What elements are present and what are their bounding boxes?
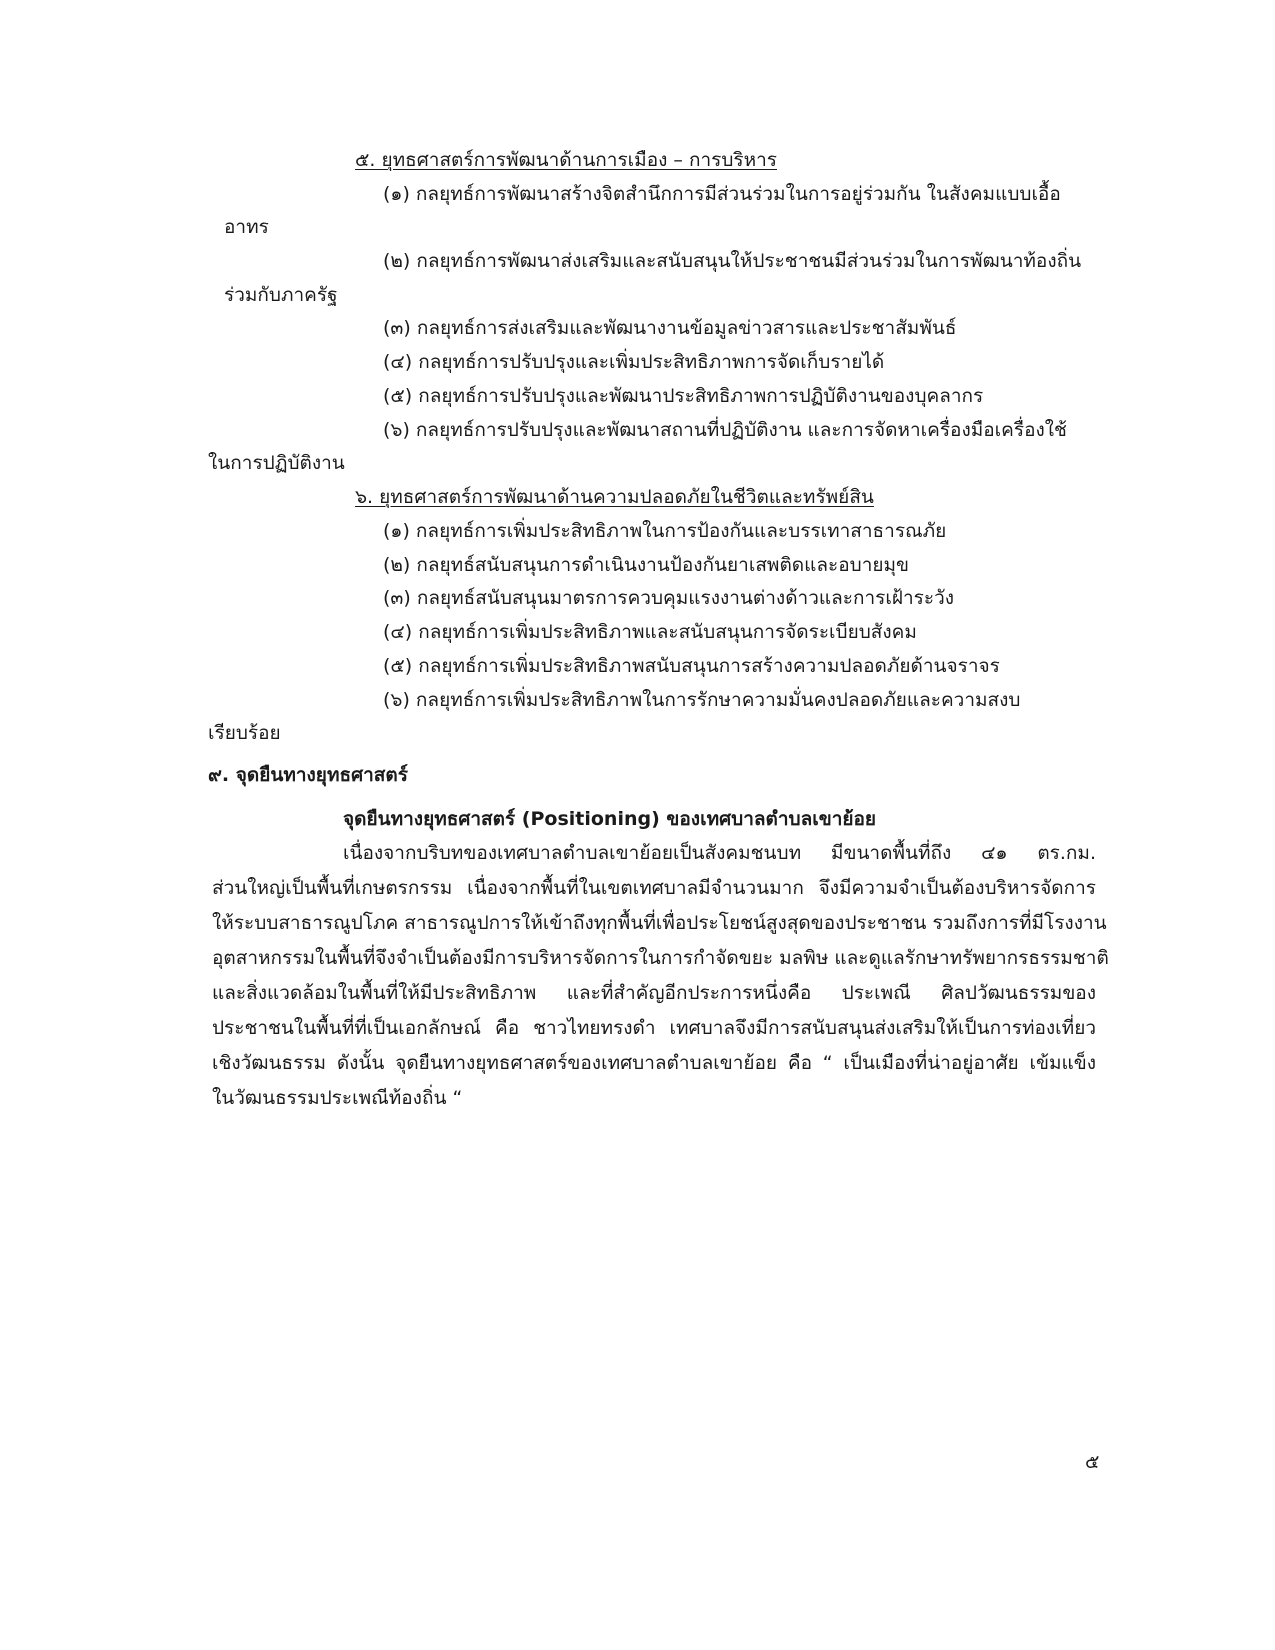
section9-paragraph-line-5: และสิ่งแวดล้อมในพื้นที่ให้มีประสิทธิภาพ และที่สำคัญอีกประการหนึ่งคือ ประเพณี ศิลปวัฒนธรรมของ bbox=[212, 982, 1096, 1004]
section6-item-2: (๒) กลยุทธ์สนับสนุนการดำเนินงานป้องกันยาเสพติดและอบายมุข bbox=[383, 554, 910, 576]
section5-item-2: (๒) กลยุทธ์การพัฒนาส่งเสริมและสนับสนุนให้ประชาชนมีส่วนร่วมในการพัฒนาท้องถิ่น bbox=[383, 250, 1082, 272]
section5-item-2-cont: ร่วมกับภาครัฐ bbox=[224, 284, 338, 306]
section5-item-4: (๔) กลยุทธ์การปรับปรุงและเพิ่มประสิทธิภาพการจัดเก็บรายได้ bbox=[383, 351, 885, 373]
section6-item-5: (๕) กลยุทธ์การเพิ่มประสิทธิภาพสนับสนุนการสร้างความปลอดภัยด้านจราจร bbox=[383, 655, 1000, 677]
section5-item-6-cont: ในการปฏิบัติงาน bbox=[208, 452, 345, 474]
section6-heading: ๖. ยุทธศาสตร์การพัฒนาด้านความปลอดภัยในชีวิตและทรัพย์สิน bbox=[355, 486, 874, 508]
section5-item-3: (๓) กลยุทธ์การส่งเสริมและพัฒนางานข้อมูลข่าวสารและประชาสัมพันธ์ bbox=[383, 317, 957, 339]
section9-paragraph-line-1: เนื่องจากบริบทของเทศบาลตำบลเขาย้อยเป็นสังคมชนบท มีขนาดพื้นที่ถึง ๔๑ ตร.กม. bbox=[343, 842, 1096, 864]
section5-item-5: (๕) กลยุทธ์การปรับปรุงและพัฒนาประสิทธิภาพการปฏิบัติงานของบุคลากร bbox=[383, 385, 984, 407]
section6-item-3: (๓) กลยุทธ์สนับสนุนมาตรการควบคุมแรงงานต่างด้าวและการเฝ้าระวัง bbox=[383, 587, 955, 609]
section9-paragraph-line-6: ประชาชนในพื้นที่ที่เป็นเอกลักษณ์ คือ ชาวไทยทรงดำ เทศบาลจึงมีการสนับสนุนส่งเสริมให้เป็นการท่องเที่ยว bbox=[212, 1017, 1096, 1039]
section5-heading: ๕. ยุทธศาสตร์การพัฒนาด้านการเมือง – การบริหาร bbox=[355, 149, 778, 171]
section9-paragraph-line-7: เชิงวัฒนธรรม ดังนั้น จุดยืนทางยุทธศาสตร์ของเทศบาลตำบลเขาย้อย คือ “ เป็นเมืองที่น่าอยู่อาศัย เข้มแข็ง bbox=[212, 1052, 1096, 1074]
section6-item-6-cont: เรียบร้อย bbox=[208, 722, 281, 744]
section5-item-1-cont: อาทร bbox=[224, 216, 269, 238]
section9-paragraph-line-8: ในวัฒนธรรมประเพณีท้องถิ่น “ bbox=[212, 1087, 463, 1109]
section6-item-1: (๑) กลยุทธ์การเพิ่มประสิทธิภาพในการป้องกันและบรรเทาสาธารณภัย bbox=[383, 520, 947, 542]
section6-item-6: (๖) กลยุทธ์การเพิ่มประสิทธิภาพในการรักษาความมั่นคงปลอดภัยและความสงบ bbox=[383, 689, 1021, 711]
section9-subheading: จุดยืนทางยุทธศาสตร์ (Positioning) ของเทศบาลตำบลเขาย้อย bbox=[343, 808, 877, 830]
section9-heading: ๙. จุดยืนทางยุทธศาสตร์ bbox=[208, 764, 408, 786]
section5-item-6: (๖) กลยุทธ์การปรับปรุงและพัฒนาสถานที่ปฏิบัติงาน และการจัดหาเครื่องมือเครื่องใช้ bbox=[383, 419, 1067, 441]
section9-paragraph-line-2: ส่วนใหญ่เป็นพื้นที่เกษตรกรรม เนื่องจากพื้นที่ในเขตเทศบาลมีจำนวนมาก จึงมีความจำเป็นต้องบริหารจัดการ bbox=[212, 877, 1096, 899]
section9-paragraph-line-4: อุตสาหกรรมในพื้นที่จึงจำเป็นต้องมีการบริหารจัดการในการกำจัดขยะ มลพิษ และดูแลรักษาทรัพยากรธรรมชาติ bbox=[212, 947, 1109, 969]
section9-paragraph-line-3: ให้ระบบสาธารณูปโภค สาธารณูปการให้เข้าถึงทุกพื้นที่เพื่อประโยชน์สูงสุดของประชาชน รวมถึงการที่มีโรงงาน bbox=[212, 912, 1107, 934]
page-number: ๕ bbox=[1085, 1451, 1100, 1473]
section5-item-1: (๑) กลยุทธ์การพัฒนาสร้างจิตสำนึกการมีส่วนร่วมในการอยู่ร่วมกัน ในสังคมแบบเอื้อ bbox=[383, 183, 1061, 205]
section6-item-4: (๔) กลยุทธ์การเพิ่มประสิทธิภาพและสนับสนุนการจัดระเบียบสังคม bbox=[383, 621, 917, 643]
